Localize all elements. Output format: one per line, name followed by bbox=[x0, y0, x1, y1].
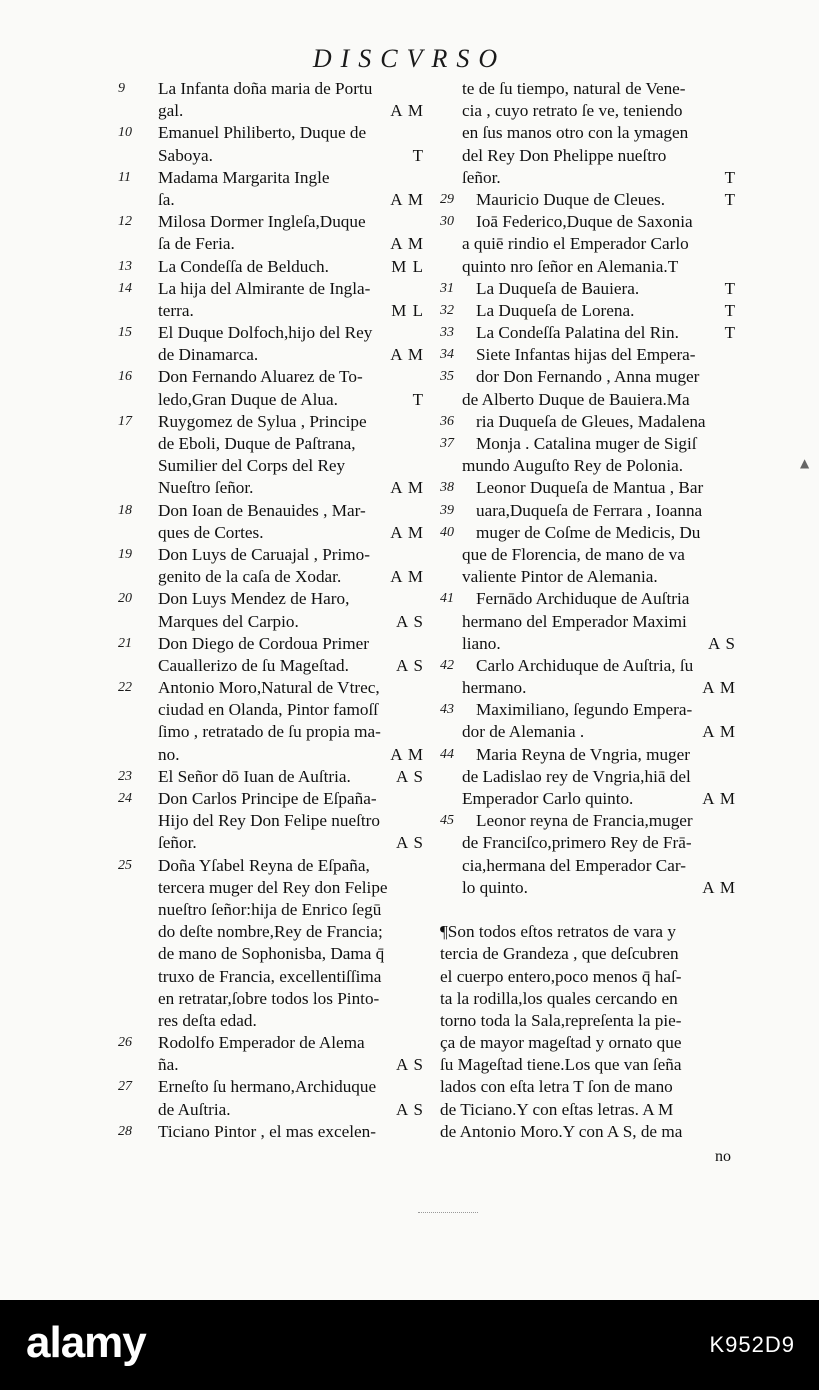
entry-text: La Infanta doña maria de Portu bbox=[158, 79, 373, 98]
entry-text: ta la rodilla,los quales cercando en bbox=[440, 988, 678, 1008]
entry-text: en ſus manos otro con la ymagen bbox=[462, 123, 689, 143]
entry-text: de Alberto Duque de Bauiera.Ma bbox=[462, 389, 690, 409]
painter-mark: A S bbox=[395, 1055, 424, 1075]
entry-text: truxo de Francia, excellentiſſima bbox=[158, 966, 382, 986]
entry-number: 15 bbox=[118, 325, 132, 341]
right-line bbox=[440, 943, 742, 965]
left-line bbox=[118, 500, 430, 522]
painter-mark: A M bbox=[390, 189, 424, 209]
entry-text: ria Duqueſa de Gleues, Madalena bbox=[476, 411, 706, 431]
left-line bbox=[118, 1032, 430, 1054]
entry-number: 17 bbox=[118, 413, 132, 429]
entry-text: La Condeſſa Palatina del Rin. bbox=[476, 323, 679, 343]
painter-mark: T bbox=[412, 145, 424, 165]
entry-text: tercia de Grandeza , que deſcubren bbox=[440, 944, 679, 964]
entry-number: 29 bbox=[440, 191, 454, 207]
right-line bbox=[440, 988, 742, 1010]
entry-number: 10 bbox=[118, 125, 132, 141]
entry-text: dor de Alemania . bbox=[462, 722, 585, 742]
entry-number: 38 bbox=[440, 480, 454, 496]
entry-text: Siete Infantas hijas del Empera- bbox=[476, 345, 696, 365]
right-line bbox=[440, 1121, 742, 1143]
entry-text: ſu Mageſtad tiene.Los que van ſeña bbox=[440, 1055, 682, 1075]
left-line bbox=[118, 699, 430, 721]
entry-number: 41 bbox=[440, 591, 454, 607]
right-line bbox=[440, 655, 742, 677]
entry-text: liano. bbox=[462, 633, 501, 653]
right-line bbox=[440, 344, 742, 366]
entry-text: Mauricio Duque de Cleues. bbox=[476, 189, 666, 209]
painter-mark: T bbox=[724, 278, 736, 298]
entry-text: lo quinto. bbox=[462, 877, 528, 897]
entry-text: La Duqueſa de Bauiera. bbox=[476, 278, 640, 298]
entry-number: 40 bbox=[440, 524, 454, 540]
ink-smudge bbox=[418, 1212, 478, 1219]
painter-mark: A M bbox=[702, 678, 736, 698]
right-line bbox=[440, 1032, 742, 1054]
entry-text: Leonor reyna de Francia,muger bbox=[476, 811, 693, 831]
right-line bbox=[440, 921, 742, 943]
entry-text: mundo Auguſto Rey de Polonia. bbox=[462, 456, 684, 476]
entry-text: muger de Coſme de Medicis, Du bbox=[476, 522, 701, 542]
entry-text: valiente Pintor de Alemania. bbox=[462, 567, 658, 587]
entry-text: de Auſtria. bbox=[158, 1099, 231, 1119]
catchword: no bbox=[715, 1148, 731, 1165]
entry-text: Milosa Dormer Ingleſa,Duque bbox=[158, 212, 366, 232]
right-line bbox=[440, 433, 742, 455]
left-line bbox=[118, 522, 430, 544]
right-line bbox=[440, 588, 742, 610]
left-line bbox=[118, 655, 430, 677]
left-line bbox=[118, 588, 430, 610]
left-line bbox=[118, 455, 430, 477]
right-line bbox=[440, 189, 742, 211]
right-line bbox=[440, 256, 742, 278]
entry-text: Emanuel Philiberto, Duque de bbox=[158, 123, 367, 143]
painter-mark: A M bbox=[390, 101, 424, 121]
entry-text: de Franciſco,primero Rey de Frā- bbox=[462, 833, 692, 853]
entry-text: Erneſto ſu hermano,Archiduque bbox=[158, 1077, 377, 1097]
entry-text: de Eboli, Duque de Paſtrana, bbox=[158, 434, 356, 453]
entry-text: Emperador Carlo quinto. bbox=[462, 789, 634, 808]
right-line bbox=[440, 855, 742, 877]
left-column bbox=[118, 78, 430, 1143]
left-line bbox=[118, 411, 430, 433]
entry-text: gal. bbox=[158, 101, 184, 121]
entry-text: hermano del Emperador Maximi bbox=[462, 611, 687, 631]
entry-text: uara,Duqueſa de Ferrara , Ioanna bbox=[476, 500, 703, 520]
left-line bbox=[118, 832, 430, 854]
painter-mark: A M bbox=[390, 234, 424, 254]
entry-text: Don Carlos Principe de Eſpaña- bbox=[158, 789, 377, 808]
entry-text: ſa de Feria. bbox=[158, 234, 235, 254]
entry-text: res deſta edad. bbox=[158, 1010, 257, 1030]
entry-text: Antonio Moro,Natural de Vtrec, bbox=[158, 678, 380, 698]
entry-text: Leonor Duqueſa de Mantua , Bar bbox=[476, 478, 704, 498]
entry-number: 28 bbox=[118, 1123, 132, 1139]
entry-number: 24 bbox=[118, 791, 132, 806]
right-line bbox=[440, 300, 742, 322]
painter-mark: T bbox=[412, 389, 424, 409]
entry-text: La Duqueſa de Lorena. bbox=[476, 300, 635, 320]
entry-text: que de Florencia, de mano de va bbox=[462, 544, 685, 564]
right-line bbox=[440, 721, 742, 743]
painter-mark: A M bbox=[390, 522, 424, 542]
entry-text: Marques del Carpio. bbox=[158, 611, 299, 631]
left-line bbox=[118, 943, 430, 965]
entry-number: 43 bbox=[440, 702, 454, 718]
painter-mark: A M bbox=[390, 744, 424, 764]
left-line bbox=[118, 1121, 430, 1143]
right-line bbox=[440, 500, 742, 522]
left-line bbox=[118, 477, 430, 499]
right-line bbox=[440, 322, 742, 344]
entry-text: Carlo Archiduque de Auſtria, ſu bbox=[476, 655, 694, 675]
right-line bbox=[440, 389, 742, 411]
right-line bbox=[440, 677, 742, 699]
painter-mark: A S bbox=[707, 633, 736, 653]
entry-number: 33 bbox=[440, 325, 454, 341]
right-line bbox=[440, 699, 742, 721]
entry-text: Cauallerizo de ſu Mageſtad. bbox=[158, 655, 349, 675]
entry-text: Don Ioan de Benauides , Mar- bbox=[158, 500, 366, 520]
entry-text: Don Fernando Aluarez de To- bbox=[158, 367, 363, 387]
left-line bbox=[118, 899, 430, 921]
left-line bbox=[118, 744, 430, 766]
entry-text: ledo,Gran Duque de Alua. bbox=[158, 389, 338, 409]
right-line bbox=[440, 611, 742, 633]
entry-text: Sumilier del Corps del Rey bbox=[158, 456, 346, 476]
entry-text: te de ſu tiempo, natural de Vene- bbox=[462, 79, 686, 98]
entry-text: Rodolfo Emperador de Alema bbox=[158, 1033, 365, 1053]
right-line bbox=[440, 788, 742, 810]
painter-mark: M L bbox=[391, 300, 424, 320]
painter-mark: A M bbox=[390, 567, 424, 587]
right-line bbox=[440, 544, 742, 566]
entry-text: Don Diego de Cordoua Primer bbox=[158, 633, 369, 653]
entry-text: La Condeſſa de Belduch. bbox=[158, 256, 329, 276]
painter-mark: A M bbox=[702, 722, 736, 742]
entry-text: ſeñor. bbox=[158, 833, 197, 853]
entry-number: 13 bbox=[118, 258, 132, 274]
right-line bbox=[440, 633, 742, 655]
entry-text: La hija del Almirante de Ingla- bbox=[158, 278, 371, 298]
right-line bbox=[440, 1010, 742, 1032]
right-line bbox=[440, 78, 742, 100]
right-line bbox=[440, 522, 742, 544]
entry-text: Nueſtro ſeñor. bbox=[158, 478, 254, 498]
entry-text: de mano de Sophonisba, Dama q̄ bbox=[158, 944, 385, 964]
entry-number: 11 bbox=[118, 169, 131, 185]
painter-mark: A M bbox=[390, 345, 424, 365]
right-line bbox=[440, 366, 742, 388]
right-line bbox=[440, 1054, 742, 1076]
left-line bbox=[118, 877, 430, 899]
left-line bbox=[118, 256, 430, 278]
left-line bbox=[118, 433, 430, 455]
left-line bbox=[118, 211, 430, 233]
right-line bbox=[440, 122, 742, 144]
entry-text: El Señor dō Iuan de Auſtria. bbox=[158, 766, 351, 786]
entry-text: del Rey Don Phelippe nueſtro bbox=[462, 145, 667, 165]
entry-text: ña. bbox=[158, 1055, 179, 1075]
entry-number: 35 bbox=[440, 369, 454, 385]
painter-mark: A M bbox=[390, 478, 424, 498]
right-line bbox=[440, 744, 742, 766]
entry-number: 19 bbox=[118, 546, 132, 562]
entry-text: quinto nro ſeñor en Alemania.T bbox=[462, 256, 679, 276]
painter-mark: T bbox=[724, 167, 736, 187]
entry-number: 30 bbox=[440, 214, 454, 230]
painter-mark: A S bbox=[395, 1099, 424, 1119]
entry-text: a quiē rindio el Emperador Carlo bbox=[462, 234, 689, 254]
entry-number: 31 bbox=[440, 280, 454, 296]
entry-text: cia,hermana del Emperador Car- bbox=[462, 855, 686, 875]
right-line bbox=[440, 411, 742, 433]
entry-number: 37 bbox=[440, 436, 454, 451]
entry-text: ſimo , retratado de ſu propia ma- bbox=[158, 722, 381, 742]
entry-text: ſa. bbox=[158, 189, 175, 209]
left-line bbox=[118, 1076, 430, 1098]
entry-number: 36 bbox=[440, 413, 454, 429]
entry-text: ça de mayor mageſtad y ornato que bbox=[440, 1033, 682, 1053]
entry-text: Ioā Federico,Duque de Saxonia bbox=[476, 212, 693, 232]
painter-mark: T bbox=[724, 189, 736, 209]
entry-number: 34 bbox=[440, 347, 454, 363]
left-line bbox=[118, 389, 430, 411]
right-line bbox=[440, 877, 742, 899]
left-line bbox=[118, 1099, 430, 1121]
entry-text: el cuerpo entero,poco menos q̄ haſ- bbox=[440, 966, 682, 986]
entry-text: terra. bbox=[158, 300, 194, 320]
right-line bbox=[440, 145, 742, 167]
right-line bbox=[440, 810, 742, 832]
entry-number: 25 bbox=[118, 857, 132, 873]
left-line bbox=[118, 300, 430, 322]
left-line bbox=[118, 100, 430, 122]
painter-mark: A S bbox=[395, 655, 424, 675]
entry-text: cia , cuyo retrato ſe ve, teniendo bbox=[462, 101, 683, 121]
entry-text: Saboya. bbox=[158, 145, 213, 165]
right-line bbox=[440, 899, 742, 921]
left-line bbox=[118, 966, 430, 988]
entry-number: 23 bbox=[118, 768, 132, 784]
entry-text: ¶Son todos eſtos retratos de vara y bbox=[440, 922, 676, 942]
right-line bbox=[440, 966, 742, 988]
left-line bbox=[118, 544, 430, 566]
left-line bbox=[118, 855, 430, 877]
entry-text: Maximiliano, ſegundo Empera- bbox=[476, 700, 693, 720]
right-line bbox=[440, 278, 742, 300]
entry-text: Don Luys Mendez de Haro, bbox=[158, 589, 350, 609]
painter-mark: A S bbox=[395, 833, 424, 853]
entry-text: Doña Yſabel Reyna de Eſpaña, bbox=[158, 855, 370, 875]
left-line bbox=[118, 677, 430, 699]
painter-mark: M L bbox=[391, 256, 424, 276]
left-line bbox=[118, 322, 430, 344]
entry-text: de Ticiano.Y con eſtas letras. A M bbox=[440, 1099, 674, 1119]
entry-text: ciudad en Olanda, Pintor famoſſ bbox=[158, 700, 379, 720]
entry-text: de Antonio Moro.Y con A S, de ma bbox=[440, 1121, 683, 1141]
entry-text: no. bbox=[158, 744, 180, 764]
painter-mark: A M bbox=[702, 789, 736, 808]
entry-text: do deſte nombre,Rey de Francia; bbox=[158, 922, 383, 942]
painter-mark: T bbox=[724, 323, 736, 343]
entry-number: 44 bbox=[440, 746, 454, 762]
entry-text: ſeñor. bbox=[462, 167, 501, 187]
entry-text: dor Don Fernando , Anna muger bbox=[476, 367, 700, 387]
painter-mark: T bbox=[724, 300, 736, 320]
right-line bbox=[440, 566, 742, 588]
left-line bbox=[118, 566, 430, 588]
entry-number: 9 bbox=[118, 81, 125, 96]
painter-mark: A M bbox=[702, 877, 736, 897]
entry-number: 26 bbox=[118, 1035, 132, 1051]
entry-number: 27 bbox=[118, 1079, 132, 1095]
entry-text: Ticiano Pintor , el mas excelen- bbox=[158, 1121, 376, 1141]
left-line bbox=[118, 233, 430, 255]
right-line bbox=[440, 1076, 742, 1098]
painter-mark: A S bbox=[395, 766, 424, 786]
entry-text: Maria Reyna de Vngria, muger bbox=[476, 744, 690, 764]
left-line bbox=[118, 766, 430, 788]
right-line bbox=[440, 211, 742, 233]
entry-text: torno toda la Sala,repreſenta la pie- bbox=[440, 1010, 682, 1030]
entry-text: en retratar,ſobre todos los Pinto- bbox=[158, 988, 380, 1008]
running-header: DISCVRSO bbox=[312, 44, 507, 73]
right-line bbox=[440, 1099, 742, 1121]
entry-number: 18 bbox=[118, 502, 132, 518]
entry-text: Ruygomez de Sylua , Principe bbox=[158, 411, 367, 431]
entry-text: Hijo del Rey Don Felipe nueſtro bbox=[158, 811, 380, 831]
entry-text: Don Luys de Caruajal , Primo- bbox=[158, 544, 370, 564]
left-line bbox=[118, 145, 430, 167]
left-line bbox=[118, 810, 430, 832]
entry-text: Monja . Catalina muger de Sigiſ bbox=[476, 434, 697, 453]
left-line bbox=[118, 78, 430, 100]
entry-text: Fernādo Archiduque de Auſtria bbox=[476, 589, 690, 609]
entry-number: 42 bbox=[440, 657, 454, 673]
left-line bbox=[118, 278, 430, 300]
left-line bbox=[118, 988, 430, 1010]
left-line bbox=[118, 633, 430, 655]
left-line bbox=[118, 788, 430, 810]
left-line bbox=[118, 167, 430, 189]
entry-number: 39 bbox=[440, 502, 454, 518]
entry-number: 20 bbox=[118, 591, 132, 607]
margin-mark: ▲ bbox=[800, 456, 810, 470]
brand-logo: alamy bbox=[26, 1318, 146, 1367]
entry-text: El Duque Dolfoch,hijo del Rey bbox=[158, 323, 373, 343]
entry-number: 16 bbox=[118, 369, 132, 385]
entry-number: 45 bbox=[440, 813, 454, 829]
left-line bbox=[118, 344, 430, 366]
entry-text: Madama Margarita Ingle bbox=[158, 167, 330, 187]
entry-text: genito de la caſa de Xodar. bbox=[158, 567, 342, 587]
right-line bbox=[440, 167, 742, 189]
left-line bbox=[118, 366, 430, 388]
right-column bbox=[440, 78, 742, 1143]
entry-text: hermano. bbox=[462, 678, 527, 698]
left-line bbox=[118, 611, 430, 633]
entry-text: tercera muger del Rey don Felipe bbox=[158, 877, 388, 897]
entry-text: nueſtro ſeñor:hija de Enrico ſegū bbox=[158, 899, 382, 919]
left-line bbox=[118, 1054, 430, 1076]
watermark-bar bbox=[0, 1300, 819, 1390]
left-line bbox=[118, 921, 430, 943]
left-line bbox=[118, 122, 430, 144]
entry-number: 22 bbox=[118, 680, 132, 696]
entry-text: ques de Cortes. bbox=[158, 522, 264, 542]
right-line bbox=[440, 100, 742, 122]
right-line bbox=[440, 455, 742, 477]
entry-number: 21 bbox=[118, 635, 132, 651]
right-line bbox=[440, 233, 742, 255]
entry-text: lados con eſta letra T ſon de mano bbox=[440, 1077, 673, 1097]
right-line bbox=[440, 477, 742, 499]
painter-mark: A S bbox=[395, 611, 424, 631]
left-line bbox=[118, 1010, 430, 1032]
right-line bbox=[440, 832, 742, 854]
entry-number: 14 bbox=[118, 280, 132, 296]
image-id: K952D9 bbox=[709, 1332, 795, 1357]
right-line bbox=[440, 766, 742, 788]
entry-number: 12 bbox=[118, 214, 132, 230]
left-line bbox=[118, 189, 430, 211]
entry-number: 32 bbox=[440, 302, 454, 318]
left-line bbox=[118, 721, 430, 743]
entry-text: de Ladislao rey de Vngria,hiā del bbox=[462, 766, 691, 786]
entry-text: de Dinamarca. bbox=[158, 345, 259, 365]
